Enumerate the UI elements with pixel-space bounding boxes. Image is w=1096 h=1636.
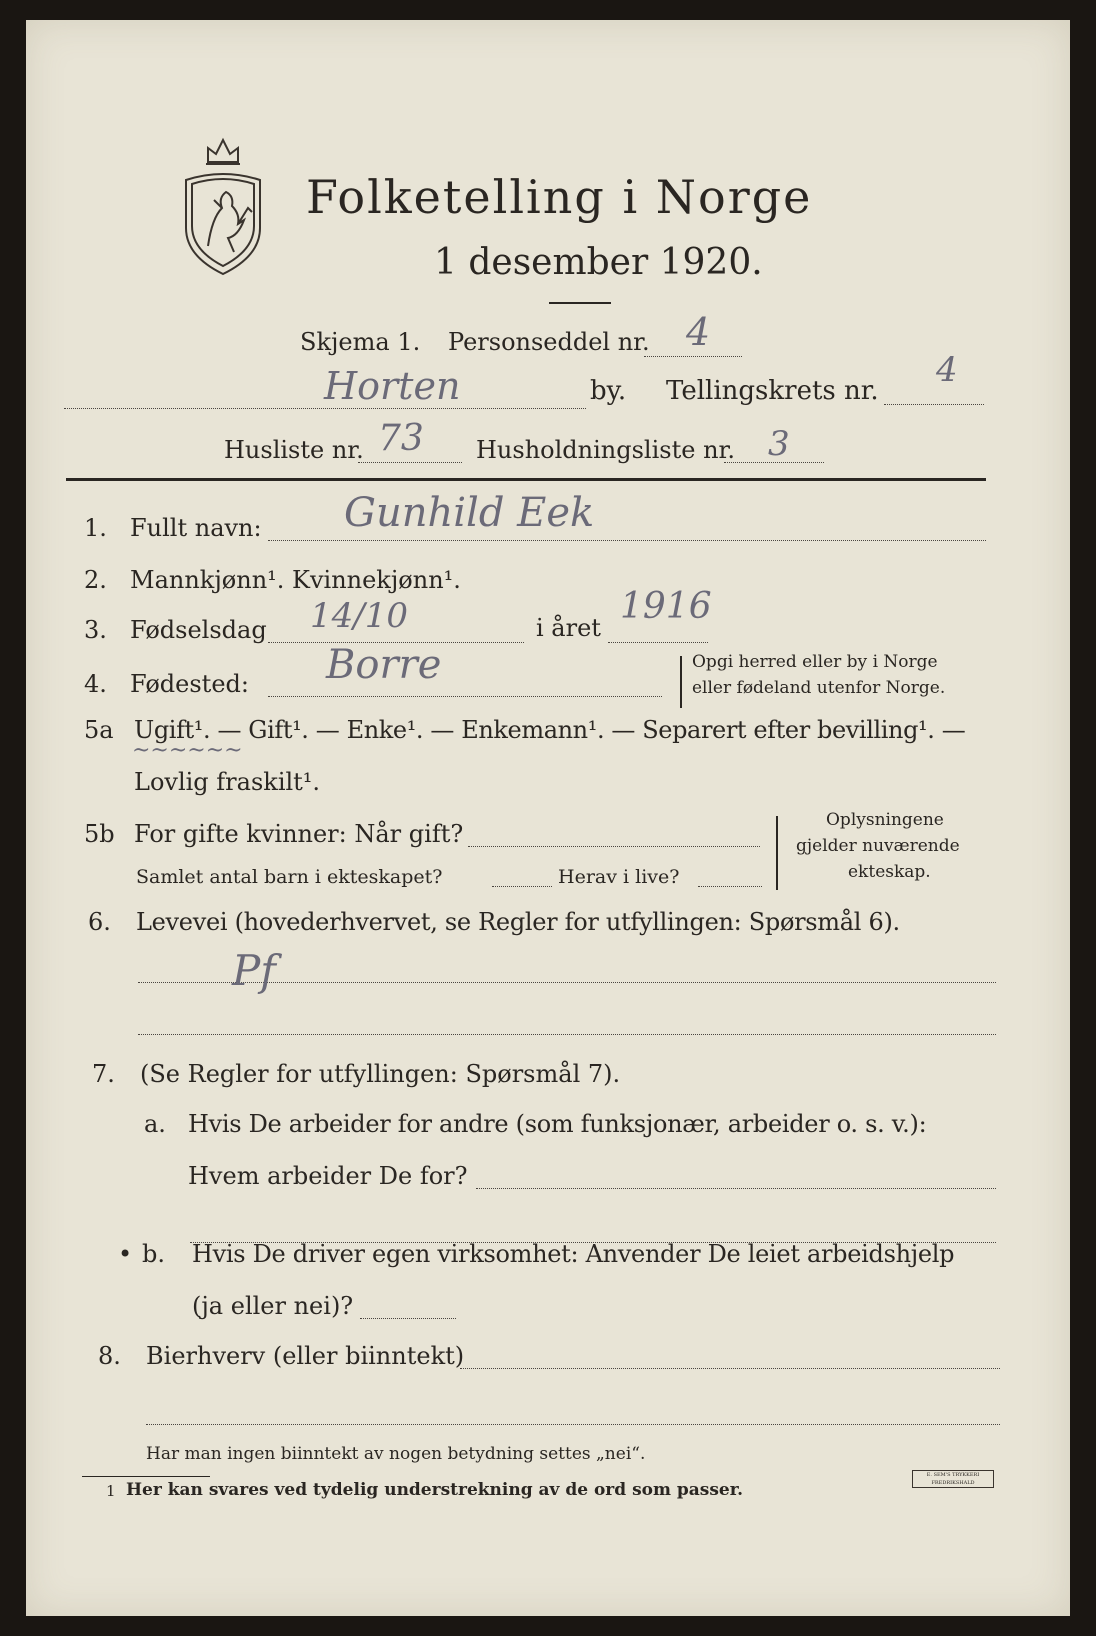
husliste-label: Husliste nr. [224, 436, 364, 464]
q8-line-1 [460, 1368, 1000, 1369]
q4-brace [680, 656, 682, 708]
q2-label: Mannkjønn¹. Kvinnekjønn¹. [130, 566, 461, 594]
form-title: Folketelling i Norge [306, 170, 813, 224]
q6-value: Pf [232, 946, 276, 995]
q6-line-2 [138, 1034, 996, 1035]
q5b-note-line3: ekteskap. [848, 862, 931, 882]
q8-number: 8. [98, 1342, 121, 1370]
q8-label: Bierhverv (eller biinntekt) [146, 1342, 465, 1370]
tellingskrets-value: 4 [936, 350, 958, 390]
husliste-line [358, 462, 462, 463]
printer-stamp: E. SEM'S TRYKKERI FREDRIKSHALD [912, 1470, 994, 1488]
q7-number: 7. [92, 1060, 115, 1088]
q7b-label-2: (ja eller nei)? [192, 1292, 354, 1320]
q4-note-line2: eller fødeland utenfor Norge. [692, 678, 946, 698]
tellingskrets-label: Tellingskrets nr. [666, 376, 879, 406]
header-rule [66, 478, 986, 481]
q1-value: Gunhild Eek [344, 490, 595, 536]
q2-number: 2. [84, 566, 107, 594]
footnote-text: Her kan svares ved tydelig understrekning av de ord som passer. [126, 1480, 744, 1500]
q7a-label: Hvis De arbeider for andre (som funksjonær, arbeider o. s. v.): [188, 1110, 927, 1138]
q7-label: (Se Regler for utfyllingen: Spørsmål 7). [140, 1060, 621, 1088]
q6-label: Levevei (hovederhvervet, se Regler for utfyllingen: Spørsmål 6). [136, 908, 900, 936]
tellingskrets-line [884, 404, 984, 405]
q5b-brace [776, 816, 778, 890]
q4-label: Fødested: [130, 670, 249, 698]
q7a-number: a. [144, 1110, 166, 1138]
q5a-number: 5a [84, 716, 114, 744]
census-form-sheet [26, 20, 1070, 1616]
q3-label: Fødselsdag [130, 616, 267, 644]
q5a-label-2: Lovlig fraskilt¹. [134, 768, 321, 796]
q3-year-value: 1916 [620, 586, 712, 627]
q7a-line-1 [476, 1188, 996, 1189]
q6-number: 6. [88, 908, 111, 936]
q7b-line [360, 1318, 456, 1319]
personseddel-line [644, 356, 742, 357]
q1-line [268, 540, 986, 541]
q5b-married-line [468, 846, 760, 847]
q3-number: 3. [84, 616, 107, 644]
q4-line [268, 696, 662, 697]
q7b-bullet: • [118, 1240, 133, 1268]
q4-note-line1: Opgi herred eller by i Norge [692, 652, 938, 672]
husholdning-value: 3 [768, 424, 790, 464]
title-divider [549, 302, 611, 304]
place-value: Horten [324, 364, 461, 408]
footnote-marker: 1 [106, 1482, 116, 1500]
q5b-alive-line [698, 886, 762, 887]
q8-line-2 [146, 1424, 1000, 1425]
census-date: 1 desember 1920. [434, 242, 763, 283]
husliste-value: 73 [378, 418, 424, 459]
q3-year-label: i året [536, 614, 601, 642]
personseddel-label: Personseddel nr. [448, 328, 650, 356]
footnote-rule [82, 1476, 210, 1477]
place-line [64, 408, 586, 409]
husholdning-label: Husholdningsliste nr. [476, 436, 735, 464]
q5b-label-3: Herav i live? [558, 866, 680, 888]
q5a-underline-mark: ~~~~~~ [132, 738, 243, 763]
q5b-note-line2: gjelder nuværende [796, 836, 960, 856]
q5b-label: For gifte kvinner: Når gift? [134, 820, 464, 848]
q5b-children-line [492, 886, 552, 887]
q7a-label-2: Hvem arbeider De for? [188, 1162, 468, 1190]
q5b-note-line1: Oplysningene [826, 810, 944, 830]
q5b-label-2: Samlet antal barn i ekteskapet? [136, 866, 443, 888]
norway-coat-of-arms-icon [178, 128, 268, 278]
q4-value: Borre [326, 642, 442, 688]
q7b-label: Hvis De driver egen virksomhet: Anvender De leiet arbeidshjelp [192, 1240, 955, 1268]
no-income-note: Har man ingen biinntekt av nogen betydning settes „nei“. [146, 1444, 646, 1464]
personseddel-value: 4 [686, 310, 711, 354]
schema-number: Skjema 1. [300, 328, 421, 356]
q5b-number: 5b [84, 820, 115, 848]
q3-year-line [608, 642, 708, 643]
q4-number: 4. [84, 670, 107, 698]
q1-label: Fullt navn: [130, 514, 262, 542]
by-label: by. [590, 376, 627, 406]
q7b-number: b. [142, 1240, 165, 1268]
q5a-label: Ugift¹. — Gift¹. — Enke¹. — Enkemann¹. — Separert efter bevilling¹. — [134, 716, 966, 744]
q1-number: 1. [84, 514, 107, 542]
q3-value: 14/10 [310, 596, 408, 636]
